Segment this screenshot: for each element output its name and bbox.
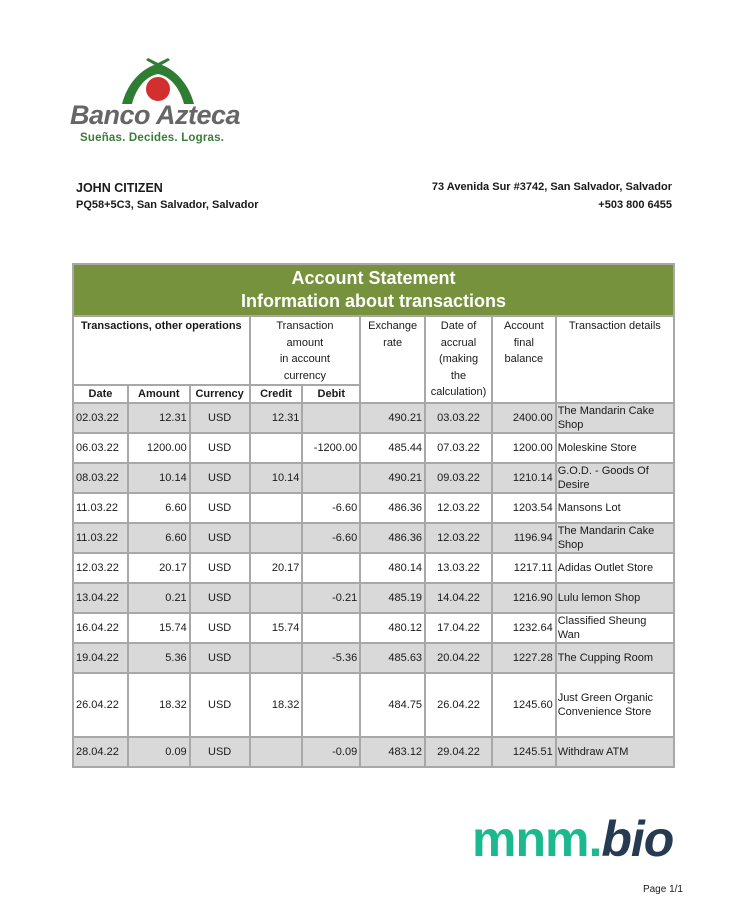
cell-final-balance: 2400.00 (492, 403, 556, 433)
cell-currency: USD (190, 613, 250, 643)
cell-final-balance: 1196.94 (492, 523, 556, 553)
watermark-part2: bio (601, 811, 674, 867)
header-exchange-rate (360, 316, 425, 403)
transaction-rows (73, 403, 674, 767)
cell-currency: USD (190, 583, 250, 613)
cell-amount: 6.60 (128, 523, 190, 553)
cell-details: Moleskine Store (556, 433, 674, 463)
cell-date: 28.04.22 (73, 737, 128, 767)
watermark-part1: mnm. (472, 811, 602, 867)
statement-title-line2: Information about transactions (240, 291, 507, 311)
cell-amount: 0.09 (128, 737, 190, 767)
header-line: rate (383, 336, 403, 349)
header-line: Date of (440, 320, 477, 332)
table-row (73, 613, 674, 643)
client-name: JOHN CITIZEN (76, 181, 163, 195)
cell-amount: 18.32 (128, 673, 190, 737)
cell-debit: -0.09 (302, 737, 360, 767)
cell-amount: 20.17 (128, 553, 190, 583)
cell-debit: -1200.00 (302, 433, 360, 463)
cell-credit (250, 583, 303, 613)
cell-credit: 10.14 (250, 463, 303, 493)
cell-accrual-date: 09.03.22 (425, 463, 492, 493)
cell-exchange-rate: 490.21 (360, 403, 425, 433)
cell-credit (250, 737, 303, 767)
cell-amount: 15.74 (128, 613, 190, 643)
cell-date: 11.03.22 (73, 493, 128, 523)
cell-details: Just Green Organic Convenience Store (556, 673, 674, 737)
cell-final-balance: 1227.28 (492, 643, 556, 673)
header-line: amount (286, 336, 324, 349)
cell-credit: 18.32 (250, 673, 303, 737)
cell-date: 12.03.22 (73, 553, 128, 583)
cell-accrual-date: 20.04.22 (425, 643, 492, 673)
header-line: balance (504, 353, 544, 365)
cell-amount: 5.36 (128, 643, 190, 673)
table-row (73, 737, 674, 767)
cell-details: The Cupping Room (556, 643, 674, 673)
cell-credit: 15.74 (250, 613, 303, 643)
header-line: accrual (440, 336, 477, 349)
cell-exchange-rate: 486.36 (360, 523, 425, 553)
cell-currency: USD (190, 553, 250, 583)
header-line: in account (279, 353, 330, 365)
cell-accrual-date: 03.03.22 (425, 403, 492, 433)
cell-details: Lulu lemon Shop (556, 583, 674, 613)
header-line: currency (283, 369, 326, 382)
cell-details: Adidas Outlet Store (556, 553, 674, 583)
statement-title-line1: Account Statement (291, 268, 456, 288)
cell-currency: USD (190, 403, 250, 433)
table-row (73, 493, 674, 523)
cell-exchange-rate: 480.12 (360, 613, 425, 643)
cell-currency: USD (190, 523, 250, 553)
cell-amount: 1200.00 (128, 433, 190, 463)
header-line: Exchange (368, 320, 418, 332)
cell-credit: 12.31 (250, 403, 303, 433)
header-date: Date (73, 385, 128, 403)
header-line: Account (503, 320, 544, 332)
bank-contact (432, 181, 672, 211)
cell-date: 13.04.22 (73, 583, 128, 613)
cell-details: Classified Sheung Wan (556, 613, 674, 643)
cell-date: 16.04.22 (73, 613, 128, 643)
cell-date: 06.03.22 (73, 433, 128, 463)
header-credit: Credit (250, 385, 303, 403)
statement-title (73, 264, 674, 316)
cell-date: 11.03.22 (73, 523, 128, 553)
cell-debit (302, 673, 360, 737)
cell-debit (302, 553, 360, 583)
cell-currency: USD (190, 493, 250, 523)
cell-final-balance: 1245.60 (492, 673, 556, 737)
cell-accrual-date: 26.04.22 (425, 673, 492, 737)
cell-final-balance: 1217.11 (492, 553, 556, 583)
cell-amount: 12.31 (128, 403, 190, 433)
cell-details: The Mandarin Cake Shop (556, 523, 674, 553)
header-line: the (450, 369, 467, 382)
cell-credit: 20.17 (250, 553, 303, 583)
bank-name: Banco Azteca (70, 100, 241, 130)
cell-credit (250, 493, 303, 523)
cell-debit: -0.21 (302, 583, 360, 613)
cell-amount: 0.21 (128, 583, 190, 613)
cell-currency: USD (190, 673, 250, 737)
cell-final-balance: 1232.64 (492, 613, 556, 643)
bank-address: 73 Avenida Sur #3742, San Salvador, Salvador (431, 181, 672, 193)
header-line: calculation) (430, 386, 487, 398)
cell-exchange-rate: 483.12 (360, 737, 425, 767)
cell-details: Withdraw ATM (556, 737, 674, 767)
header-line: (making (438, 353, 479, 365)
cell-final-balance: 1203.54 (492, 493, 556, 523)
cell-exchange-rate: 485.63 (360, 643, 425, 673)
cell-debit (302, 403, 360, 433)
cell-accrual-date: 14.04.22 (425, 583, 492, 613)
table-row (73, 643, 674, 673)
cell-debit: -6.60 (302, 523, 360, 553)
cell-final-balance: 1210.14 (492, 463, 556, 493)
table-row (73, 583, 674, 613)
cell-amount: 10.14 (128, 463, 190, 493)
header-accrual-date (425, 316, 492, 403)
header-debit: Debit (302, 385, 360, 403)
cell-currency: USD (190, 433, 250, 463)
header-line: final (513, 336, 534, 349)
table-row (73, 553, 674, 583)
header-amount: Amount (128, 385, 190, 403)
cell-exchange-rate: 490.21 (360, 463, 425, 493)
cell-credit (250, 523, 303, 553)
cell-details: Mansons Lot (556, 493, 674, 523)
cell-date: 02.03.22 (73, 403, 128, 433)
cell-accrual-date: 17.04.22 (425, 613, 492, 643)
client-address: PQ58+5C3, San Salvador, Salvador (76, 199, 259, 211)
table-row (73, 463, 674, 493)
cell-debit (302, 613, 360, 643)
cell-exchange-rate: 485.44 (360, 433, 425, 463)
cell-date: 26.04.22 (73, 673, 128, 737)
cell-exchange-rate: 484.75 (360, 673, 425, 737)
header-final-balance (492, 316, 556, 403)
cell-exchange-rate: 480.14 (360, 553, 425, 583)
table-row (73, 523, 674, 553)
bank-phone: +503 800 6455 (598, 199, 672, 211)
cell-debit: -5.36 (302, 643, 360, 673)
bank-logo-icon (118, 58, 198, 106)
cell-debit: -6.60 (302, 493, 360, 523)
cell-exchange-rate: 485.19 (360, 583, 425, 613)
header-line: Transaction (276, 320, 334, 332)
cell-debit (302, 463, 360, 493)
cell-details: G.O.D. - Goods Of Desire (556, 463, 674, 493)
header-currency: Currency (190, 385, 250, 403)
bank-logo (70, 58, 245, 148)
cell-final-balance: 1200.00 (492, 433, 556, 463)
cell-final-balance: 1245.51 (492, 737, 556, 767)
cell-credit (250, 433, 303, 463)
cell-currency: USD (190, 737, 250, 767)
table-row (73, 403, 674, 433)
page-number: Page 1/1 (642, 884, 683, 895)
cell-accrual-date: 07.03.22 (425, 433, 492, 463)
table-row (73, 433, 674, 463)
statement-table (72, 263, 675, 768)
client-info (76, 181, 259, 211)
cell-exchange-rate: 486.36 (360, 493, 425, 523)
cell-date: 19.04.22 (73, 643, 128, 673)
bank-tagline: Sueñas. Decides. Logras. (80, 132, 225, 144)
header-amount-group (250, 316, 361, 385)
cell-details: The Mandarin Cake Shop (556, 403, 674, 433)
table-row (73, 673, 674, 737)
cell-amount: 6.60 (128, 493, 190, 523)
cell-accrual-date: 12.03.22 (425, 523, 492, 553)
header-details: Transaction details (556, 316, 674, 403)
cell-final-balance: 1216.90 (492, 583, 556, 613)
cell-accrual-date: 29.04.22 (425, 737, 492, 767)
cell-date: 08.03.22 (73, 463, 128, 493)
cell-credit (250, 643, 303, 673)
cell-accrual-date: 12.03.22 (425, 493, 492, 523)
cell-accrual-date: 13.03.22 (425, 553, 492, 583)
cell-currency: USD (190, 643, 250, 673)
header-transactions-group: Transactions, other operations (73, 316, 250, 385)
cell-currency: USD (190, 463, 250, 493)
watermark-logo (472, 810, 673, 868)
